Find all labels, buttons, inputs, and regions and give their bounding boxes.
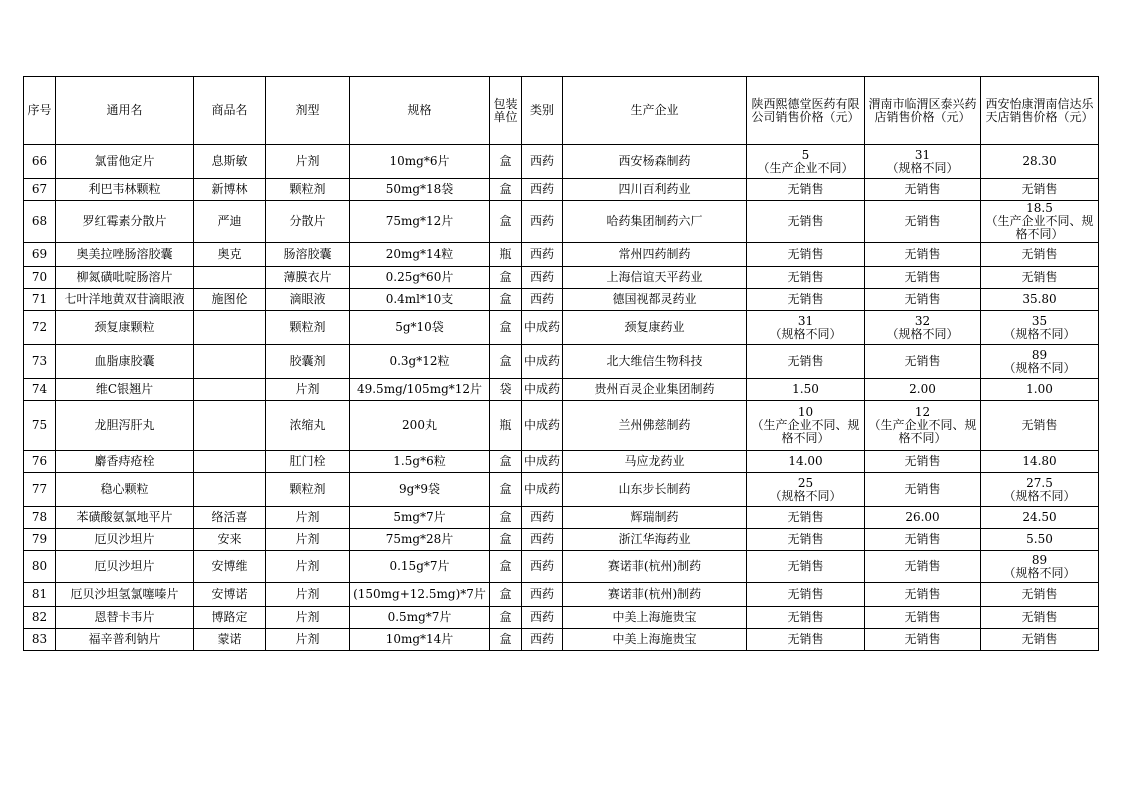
manufacturer-cell: 浙江华海药业 [563, 529, 747, 551]
category-cell: 西药 [522, 529, 563, 551]
dosage-form-cell: 肠溶胶囊 [266, 243, 350, 267]
package-unit-cell: 盒 [490, 289, 522, 311]
dosage-form-cell: 片剂 [266, 629, 350, 651]
brand-name-cell [194, 267, 266, 289]
store3-price-cell [981, 551, 1099, 583]
row-number: 77 [24, 473, 56, 507]
manufacturer-cell: 上海信谊天平药业 [563, 267, 747, 289]
store3-price-cell [981, 529, 1099, 551]
category-cell: 中成药 [522, 379, 563, 401]
price-note: （规格不同） [886, 160, 959, 175]
price-value: 2.00 [909, 382, 936, 396]
price-note: （规格不同） [769, 326, 842, 341]
store3-price-cell [981, 243, 1099, 267]
package-unit-cell: 盒 [490, 473, 522, 507]
price-value: 无销售 [787, 247, 824, 261]
generic-name-cell: 罗红霉素分散片 [56, 201, 194, 243]
price-value: 35.80 [1022, 292, 1057, 306]
brand-name-cell: 息斯敏 [194, 145, 266, 179]
store3-price-cell [981, 607, 1099, 629]
brand-name-cell: 络活喜 [194, 507, 266, 529]
package-unit-cell: 盒 [490, 201, 522, 243]
price-value: 无销售 [787, 182, 824, 196]
store2-price-cell [865, 145, 981, 179]
store3-price-cell [981, 583, 1099, 607]
specification-cell: 0.25g*60片 [350, 267, 490, 289]
price-value: 无销售 [904, 482, 941, 496]
price-value: 无销售 [1021, 632, 1058, 646]
price-value: 无销售 [787, 532, 824, 546]
specification-cell: 10mg*14片 [350, 629, 490, 651]
dosage-form-cell: 胶囊剂 [266, 345, 350, 379]
header-no: 序号 [24, 77, 56, 145]
price-value: 18.5 [1026, 201, 1053, 215]
generic-name-cell: 维C银翘片 [56, 379, 194, 401]
store2-price-cell [865, 179, 981, 201]
specification-cell: 0.4ml*10支 [350, 289, 490, 311]
store2-price-cell [865, 583, 981, 607]
brand-name-cell [194, 473, 266, 507]
package-unit-cell: 盒 [490, 267, 522, 289]
table-row [24, 551, 1099, 583]
specification-cell: 200丸 [350, 401, 490, 451]
price-value: 无销售 [904, 559, 941, 573]
table-row [24, 179, 1099, 201]
price-value: 14.00 [788, 454, 823, 468]
generic-name-cell: 福辛普利钠片 [56, 629, 194, 651]
price-value: 无销售 [904, 292, 941, 306]
dosage-form-cell: 片剂 [266, 145, 350, 179]
store3-price-cell [981, 267, 1099, 289]
category-cell: 中成药 [522, 451, 563, 473]
price-value: 无销售 [1021, 270, 1058, 284]
store3-price-cell [981, 379, 1099, 401]
store2-price-cell [865, 379, 981, 401]
store3-price-cell [981, 473, 1099, 507]
store2-price-cell [865, 289, 981, 311]
manufacturer-cell: 马应龙药业 [563, 451, 747, 473]
store1-price-cell [747, 145, 865, 179]
store2-price-cell [865, 607, 981, 629]
price-value: 无销售 [904, 247, 941, 261]
package-unit-cell: 盒 [490, 583, 522, 607]
store3-price-cell [981, 289, 1099, 311]
dosage-form-cell: 片剂 [266, 507, 350, 529]
brand-name-cell: 安博诺 [194, 583, 266, 607]
generic-name-cell: 恩替卡韦片 [56, 607, 194, 629]
brand-name-cell: 蒙诺 [194, 629, 266, 651]
row-number: 70 [24, 267, 56, 289]
manufacturer-cell: 中美上海施贵宝 [563, 629, 747, 651]
dosage-form-cell: 肛门栓 [266, 451, 350, 473]
manufacturer-cell: 兰州佛慈制药 [563, 401, 747, 451]
price-value: 24.50 [1022, 510, 1057, 524]
specification-cell: 20mg*14粒 [350, 243, 490, 267]
price-value: 无销售 [787, 610, 824, 624]
price-value: 1.00 [1026, 382, 1053, 396]
package-unit-cell: 盒 [490, 551, 522, 583]
generic-name-cell: 龙胆泻肝丸 [56, 401, 194, 451]
store3-price-cell [981, 179, 1099, 201]
store1-price-cell [747, 529, 865, 551]
store3-price-cell [981, 629, 1099, 651]
specification-cell: (150mg+12.5mg)*7片 [350, 583, 490, 607]
drug-price-table [23, 76, 1099, 651]
store2-price-cell [865, 451, 981, 473]
price-note: （规格不同） [1003, 565, 1076, 580]
generic-name-cell: 血脂康胶囊 [56, 345, 194, 379]
row-number: 68 [24, 201, 56, 243]
price-value: 无销售 [1021, 610, 1058, 624]
price-value: 无销售 [904, 532, 941, 546]
manufacturer-cell: 西安杨森制药 [563, 145, 747, 179]
store2-price-cell [865, 529, 981, 551]
manufacturer-cell: 贵州百灵企业集团制药 [563, 379, 747, 401]
brand-name-cell [194, 451, 266, 473]
package-unit-cell: 瓶 [490, 401, 522, 451]
price-value: 无销售 [787, 559, 824, 573]
table-body [24, 145, 1099, 651]
store1-price-cell [747, 607, 865, 629]
category-cell: 西药 [522, 243, 563, 267]
store1-price-cell [747, 267, 865, 289]
dosage-form-cell: 颗粒剂 [266, 311, 350, 345]
price-note: （规格不同） [769, 488, 842, 503]
price-value: 89 [1031, 552, 1048, 567]
row-number: 83 [24, 629, 56, 651]
row-number: 67 [24, 179, 56, 201]
store1-price-cell [747, 289, 865, 311]
table-row [24, 451, 1099, 473]
table-row [24, 243, 1099, 267]
header-dosage-form: 剂型 [266, 77, 350, 145]
table-row [24, 345, 1099, 379]
price-value: 无销售 [904, 632, 941, 646]
price-note: （生产企业不同、规格不同） [985, 214, 1094, 241]
generic-name-cell: 氯雷他定片 [56, 145, 194, 179]
brand-name-cell [194, 401, 266, 451]
table-row [24, 311, 1099, 345]
store1-price-cell [747, 179, 865, 201]
package-unit-cell: 盒 [490, 345, 522, 379]
store3-price-cell [981, 145, 1099, 179]
store2-price-cell [865, 311, 981, 345]
table-row [24, 629, 1099, 651]
price-value: 无销售 [787, 587, 824, 601]
row-number: 78 [24, 507, 56, 529]
specification-cell: 5g*10袋 [350, 311, 490, 345]
store3-price-cell [981, 451, 1099, 473]
package-unit-cell: 盒 [490, 507, 522, 529]
row-number: 80 [24, 551, 56, 583]
price-value: 无销售 [787, 632, 824, 646]
specification-cell: 50mg*18袋 [350, 179, 490, 201]
specification-cell: 0.5mg*7片 [350, 607, 490, 629]
store1-price-cell [747, 401, 865, 451]
price-value: 无销售 [787, 510, 824, 524]
dosage-form-cell: 薄膜衣片 [266, 267, 350, 289]
dosage-form-cell: 片剂 [266, 551, 350, 583]
package-unit-cell: 盒 [490, 311, 522, 345]
manufacturer-cell: 山东步长制药 [563, 473, 747, 507]
store1-price-cell [747, 451, 865, 473]
store1-price-cell [747, 583, 865, 607]
generic-name-cell: 苯磺酸氨氯地平片 [56, 507, 194, 529]
manufacturer-cell: 辉瑞制药 [563, 507, 747, 529]
price-value: 无销售 [787, 292, 824, 306]
row-number: 76 [24, 451, 56, 473]
header-row [24, 77, 1099, 145]
package-unit-cell: 盒 [490, 179, 522, 201]
store1-price-cell [747, 551, 865, 583]
price-note: （规格不同） [1003, 488, 1076, 503]
category-cell: 西药 [522, 289, 563, 311]
price-value: 无销售 [787, 354, 824, 368]
price-value: 27.5 [1026, 475, 1053, 490]
brand-name-cell [194, 379, 266, 401]
price-value: 无销售 [904, 182, 941, 196]
specification-cell: 9g*9袋 [350, 473, 490, 507]
row-number: 79 [24, 529, 56, 551]
package-unit-cell: 瓶 [490, 243, 522, 267]
table-row [24, 583, 1099, 607]
store3-price-cell [981, 201, 1099, 243]
generic-name-cell: 厄贝沙坦氢氯噻嗪片 [56, 583, 194, 607]
table-row [24, 473, 1099, 507]
store1-price-cell [747, 507, 865, 529]
header-store3-price: 西安怡康渭南信达乐天店销售价格（元） [981, 77, 1099, 145]
table-row [24, 529, 1099, 551]
price-value: 无销售 [1021, 418, 1058, 432]
row-number: 69 [24, 243, 56, 267]
price-value: 无销售 [787, 270, 824, 284]
price-note: （生产企业不同、规格不同） [868, 418, 977, 445]
price-value: 28.30 [1022, 154, 1057, 168]
store2-price-cell [865, 629, 981, 651]
table-row [24, 201, 1099, 243]
dosage-form-cell: 片剂 [266, 379, 350, 401]
brand-name-cell [194, 311, 266, 345]
row-number: 71 [24, 289, 56, 311]
generic-name-cell: 柳氮磺吡啶肠溶片 [56, 267, 194, 289]
price-value: 无销售 [1021, 182, 1058, 196]
header-package-unit: 包装单位 [490, 77, 522, 145]
header-generic-name: 通用名 [56, 77, 194, 145]
manufacturer-cell: 赛诺菲(杭州)制药 [563, 583, 747, 607]
brand-name-cell: 严迪 [194, 201, 266, 243]
price-value: 无销售 [1021, 247, 1058, 261]
specification-cell: 0.3g*12粒 [350, 345, 490, 379]
store2-price-cell [865, 201, 981, 243]
brand-name-cell: 施图伦 [194, 289, 266, 311]
price-value: 31 [914, 147, 931, 162]
price-value: 无销售 [904, 587, 941, 601]
generic-name-cell: 利巴韦林颗粒 [56, 179, 194, 201]
specification-cell: 75mg*12片 [350, 201, 490, 243]
package-unit-cell: 盒 [490, 145, 522, 179]
price-value: 无销售 [904, 270, 941, 284]
header-store2-price: 渭南市临渭区泰兴药店销售价格（元） [865, 77, 981, 145]
manufacturer-cell: 颈复康药业 [563, 311, 747, 345]
table-row [24, 379, 1099, 401]
store1-price-cell [747, 311, 865, 345]
price-value: 35 [1031, 313, 1048, 328]
price-value: 无销售 [787, 214, 824, 228]
category-cell: 西药 [522, 507, 563, 529]
table-row [24, 401, 1099, 451]
price-value: 无销售 [904, 354, 941, 368]
row-number: 72 [24, 311, 56, 345]
table-row [24, 267, 1099, 289]
dosage-form-cell: 片剂 [266, 607, 350, 629]
brand-name-cell [194, 345, 266, 379]
category-cell: 中成药 [522, 473, 563, 507]
package-unit-cell: 盒 [490, 451, 522, 473]
category-cell: 西药 [522, 267, 563, 289]
generic-name-cell: 七叶洋地黄双苷滴眼液 [56, 289, 194, 311]
dosage-form-cell: 片剂 [266, 529, 350, 551]
header-specification: 规格 [350, 77, 490, 145]
category-cell: 中成药 [522, 311, 563, 345]
generic-name-cell: 麝香痔疮栓 [56, 451, 194, 473]
specification-cell: 1.5g*6粒 [350, 451, 490, 473]
brand-name-cell: 安博维 [194, 551, 266, 583]
price-value: 5 [801, 147, 810, 162]
category-cell: 西药 [522, 583, 563, 607]
manufacturer-cell: 哈药集团制药六厂 [563, 201, 747, 243]
store1-price-cell [747, 629, 865, 651]
row-number: 74 [24, 379, 56, 401]
store2-price-cell [865, 267, 981, 289]
brand-name-cell: 新博林 [194, 179, 266, 201]
price-value: 无销售 [904, 454, 941, 468]
manufacturer-cell: 赛诺菲(杭州)制药 [563, 551, 747, 583]
price-value: 26.00 [905, 510, 940, 524]
price-value: 10 [797, 405, 814, 419]
generic-name-cell: 颈复康颗粒 [56, 311, 194, 345]
specification-cell: 10mg*6片 [350, 145, 490, 179]
category-cell: 西药 [522, 201, 563, 243]
store2-price-cell [865, 473, 981, 507]
generic-name-cell: 稳心颗粒 [56, 473, 194, 507]
dosage-form-cell: 片剂 [266, 583, 350, 607]
specification-cell: 0.15g*7片 [350, 551, 490, 583]
store1-price-cell [747, 243, 865, 267]
store1-price-cell [747, 379, 865, 401]
price-value: 无销售 [1021, 587, 1058, 601]
price-value: 32 [914, 313, 931, 328]
price-note: （规格不同） [1003, 326, 1076, 341]
package-unit-cell: 盒 [490, 607, 522, 629]
header-brand-name: 商品名 [194, 77, 266, 145]
store2-price-cell [865, 507, 981, 529]
store1-price-cell [747, 473, 865, 507]
generic-name-cell: 奥美拉唑肠溶胶囊 [56, 243, 194, 267]
price-note: （生产企业不同、规格不同） [751, 418, 860, 445]
price-value: 5.50 [1026, 532, 1053, 546]
price-note: （规格不同） [1003, 360, 1076, 375]
category-cell: 西药 [522, 551, 563, 583]
row-number: 81 [24, 583, 56, 607]
price-value: 25 [797, 475, 814, 490]
row-number: 66 [24, 145, 56, 179]
dosage-form-cell: 浓缩丸 [266, 401, 350, 451]
store3-price-cell [981, 401, 1099, 451]
generic-name-cell: 厄贝沙坦片 [56, 529, 194, 551]
manufacturer-cell: 四川百利药业 [563, 179, 747, 201]
category-cell: 西药 [522, 607, 563, 629]
price-value: 14.80 [1022, 454, 1057, 468]
header-category: 类别 [522, 77, 563, 145]
store3-price-cell [981, 311, 1099, 345]
price-value: 无销售 [904, 610, 941, 624]
row-number: 73 [24, 345, 56, 379]
price-value: 12 [914, 405, 931, 419]
price-note: （生产企业不同） [757, 160, 854, 175]
category-cell: 西药 [522, 145, 563, 179]
manufacturer-cell: 常州四药制药 [563, 243, 747, 267]
category-cell: 西药 [522, 179, 563, 201]
price-note: （规格不同） [886, 326, 959, 341]
table-row [24, 289, 1099, 311]
brand-name-cell: 博路定 [194, 607, 266, 629]
table-row [24, 607, 1099, 629]
table-row [24, 145, 1099, 179]
package-unit-cell: 盒 [490, 629, 522, 651]
category-cell: 中成药 [522, 345, 563, 379]
category-cell: 西药 [522, 629, 563, 651]
specification-cell: 5mg*7片 [350, 507, 490, 529]
store1-price-cell [747, 345, 865, 379]
dosage-form-cell: 滴眼液 [266, 289, 350, 311]
manufacturer-cell: 中美上海施贵宝 [563, 607, 747, 629]
store2-price-cell [865, 401, 981, 451]
price-value: 1.50 [792, 382, 819, 396]
store3-price-cell [981, 507, 1099, 529]
dosage-form-cell: 分散片 [266, 201, 350, 243]
brand-name-cell: 安来 [194, 529, 266, 551]
generic-name-cell: 厄贝沙坦片 [56, 551, 194, 583]
category-cell: 中成药 [522, 401, 563, 451]
price-value: 89 [1031, 347, 1048, 362]
dosage-form-cell: 颗粒剂 [266, 179, 350, 201]
table-row [24, 507, 1099, 529]
manufacturer-cell: 德国视都灵药业 [563, 289, 747, 311]
specification-cell: 75mg*28片 [350, 529, 490, 551]
brand-name-cell: 奥克 [194, 243, 266, 267]
store2-price-cell [865, 345, 981, 379]
price-value: 无销售 [904, 214, 941, 228]
package-unit-cell: 盒 [490, 529, 522, 551]
header-store1-price: 陕西熙德堂医药有限公司销售价格（元） [747, 77, 865, 145]
row-number: 75 [24, 401, 56, 451]
row-number: 82 [24, 607, 56, 629]
store2-price-cell [865, 551, 981, 583]
manufacturer-cell: 北大维信生物科技 [563, 345, 747, 379]
store1-price-cell [747, 201, 865, 243]
store3-price-cell [981, 345, 1099, 379]
specification-cell: 49.5mg/105mg*12片 [350, 379, 490, 401]
store2-price-cell [865, 243, 981, 267]
dosage-form-cell: 颗粒剂 [266, 473, 350, 507]
package-unit-cell: 袋 [490, 379, 522, 401]
header-manufacturer: 生产企业 [563, 77, 747, 145]
price-value: 31 [797, 313, 814, 328]
